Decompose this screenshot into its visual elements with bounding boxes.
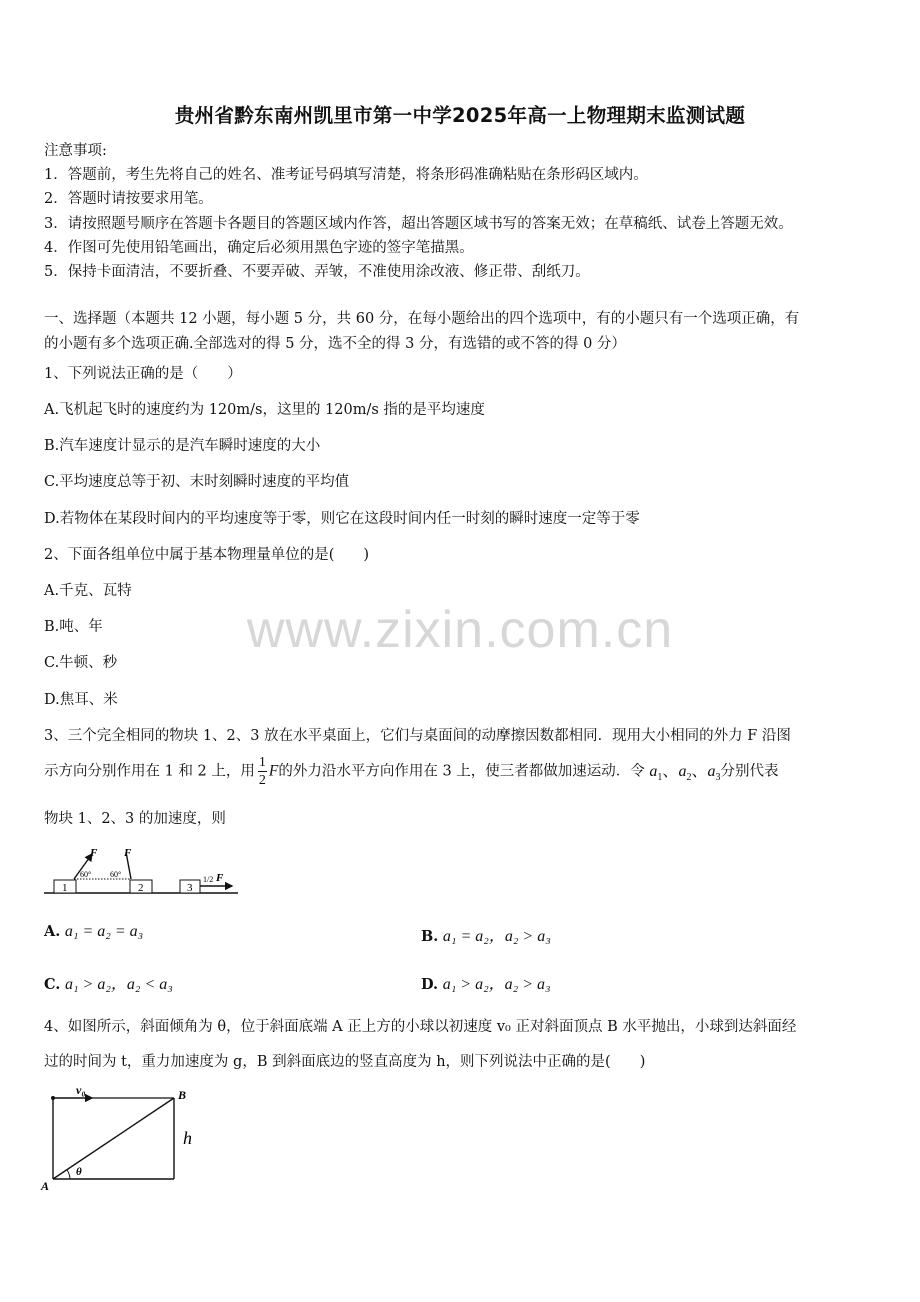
- question-3-text: 分别代表: [720, 763, 779, 780]
- notice-item: 4．作图可先使用铅笔画出，确定后必须用黑色字迹的签字笔描黑。: [44, 240, 474, 256]
- angle-arc: [67, 1170, 70, 1179]
- block-2-label: 2: [138, 882, 144, 894]
- notice-heading: 注意事项:: [44, 143, 107, 159]
- question-1-option-d: D.若物体在某段时间内的平均速度等于零，则它在这段时间内任一时刻的瞬时速度一定等于零: [44, 511, 640, 527]
- fraction: [258, 754, 267, 789]
- question-3-option-d: [421, 971, 551, 994]
- question-1-option-c: C.平均速度总等于初、末时刻瞬时速度的平均值: [44, 474, 350, 490]
- question-1-stem: 1、下列说法正确的是（ ）: [44, 366, 242, 382]
- notice-item: 1．答题前，考生先将自己的姓名、准考证号码填写清楚，将条形码准确粘贴在条形码区域内。: [44, 167, 648, 183]
- question-2-stem: 2、下面各组单位中属于基本物理量单位的是( ): [44, 547, 370, 563]
- angle-label-2: 60°: [110, 870, 122, 879]
- force-symbol: F: [268, 762, 279, 780]
- block-1-label: 1: [62, 882, 68, 894]
- question-1-option-b: B.汽车速度计显示的是汽车瞬时速度的大小: [44, 438, 321, 454]
- blocks-figure: [42, 846, 242, 898]
- point-a-label: A: [41, 1179, 50, 1193]
- option-label: D.: [421, 976, 439, 993]
- notice-item: 5．保持卡面清洁，不要折叠、不要弄破、弄皱，不准使用涂改液、修正带、刮纸刀。: [44, 264, 590, 280]
- question-3-text: 的外力沿水平方向作用在 3 上，使三者都做加速运动．令: [278, 763, 645, 780]
- point-b-label: B: [178, 1088, 187, 1102]
- accel-symbols: $a_1$、$a_2$、$a_3$: [649, 762, 721, 783]
- question-3-stem-line1: 3、三个完全相同的物块 1、2、3 放在水平桌面上，它们与桌面间的动摩擦因数都相同．现用大小相同的外力 F 沿图: [44, 728, 791, 744]
- question-3-option-c: [44, 971, 173, 994]
- option-expression: a₁ > a₂，a₂ > a₃: [442, 976, 551, 993]
- section-intro: 一、选择题（本题共 12 小题，每小题 5 分，共 60 分，在每小题给出的四个选项中，有的小题只有一个选项正确，有: [44, 311, 800, 327]
- option-label: B.: [421, 928, 439, 945]
- incline-figure: [40, 1082, 200, 1194]
- v0-label: v₀: [76, 1083, 86, 1097]
- force-label-1: F: [90, 847, 98, 859]
- force-label-3: F: [216, 872, 224, 884]
- question-3-option-b: [421, 923, 551, 946]
- watermark: www.zixin.com.cn: [246, 601, 674, 659]
- option-label: C.: [44, 976, 61, 993]
- option-label: A.: [44, 923, 61, 940]
- theta-label: θ: [76, 1166, 82, 1178]
- question-1-option-a: A.飞机起飞时的速度约为 120m/s，这里的 120m/s 指的是平均速度: [44, 402, 485, 418]
- question-3-stem-line2: [44, 754, 778, 789]
- height-label: h: [183, 1128, 192, 1148]
- question-4-stem-line1: 4、如图所示，斜面倾角为 θ，位于斜面底端 A 正上方的小球以初速度 v₀ 正对斜面顶点 B 水平抛出，小球到达斜面经: [44, 1019, 797, 1035]
- incline-line: [53, 1098, 174, 1179]
- fraction-denominator: 2: [258, 773, 266, 788]
- angle-label-1: 60°: [80, 870, 92, 879]
- question-2-option-a: A.千克、瓦特: [44, 583, 132, 599]
- half-label: 1/2: [203, 875, 214, 884]
- question-3-stem-line3: 物块 1、2、3 的加速度，则: [44, 811, 226, 827]
- question-3-text: 示方向分别作用在 1 和 2 上，用: [44, 763, 255, 780]
- force-label-2: F: [124, 847, 132, 859]
- question-3-option-a: [44, 923, 143, 941]
- question-2-option-b: B.吨、年: [44, 619, 103, 635]
- option-expression: a₁ = a₂ = a₃: [64, 923, 144, 940]
- fraction-numerator: 1: [258, 755, 266, 770]
- page-title: 贵州省黔东南州凯里市第一中学2025年高一上物理期末监测试题: [174, 104, 746, 127]
- question-2-option-c: C.牛顿、秒: [44, 655, 118, 671]
- notice-item: 2．答题时请按要求用笔。: [44, 191, 213, 207]
- question-2-option-d: D.焦耳、米: [44, 692, 118, 708]
- option-expression: a₁ = a₂，a₂ > a₃: [442, 928, 551, 945]
- section-intro: 的小题有多个选项正确.全部选对的得 5 分，选不全的得 3 分，有选错的或不答的得 0 分）: [44, 336, 626, 352]
- question-4-stem-line2: 过的时间为 t，重力加速度为 g，B 到斜面底边的竖直高度为 h，则下列说法中正确的是( ): [44, 1054, 646, 1070]
- notice-item: 3．请按照题号顺序在答题卡各题目的答题区域内作答，超出答题区域书写的答案无效；在草稿纸、试卷上答题无效。: [44, 216, 793, 232]
- option-expression: a₁ > a₂，a₂ < a₃: [64, 976, 173, 993]
- block-3-label: 3: [187, 882, 193, 894]
